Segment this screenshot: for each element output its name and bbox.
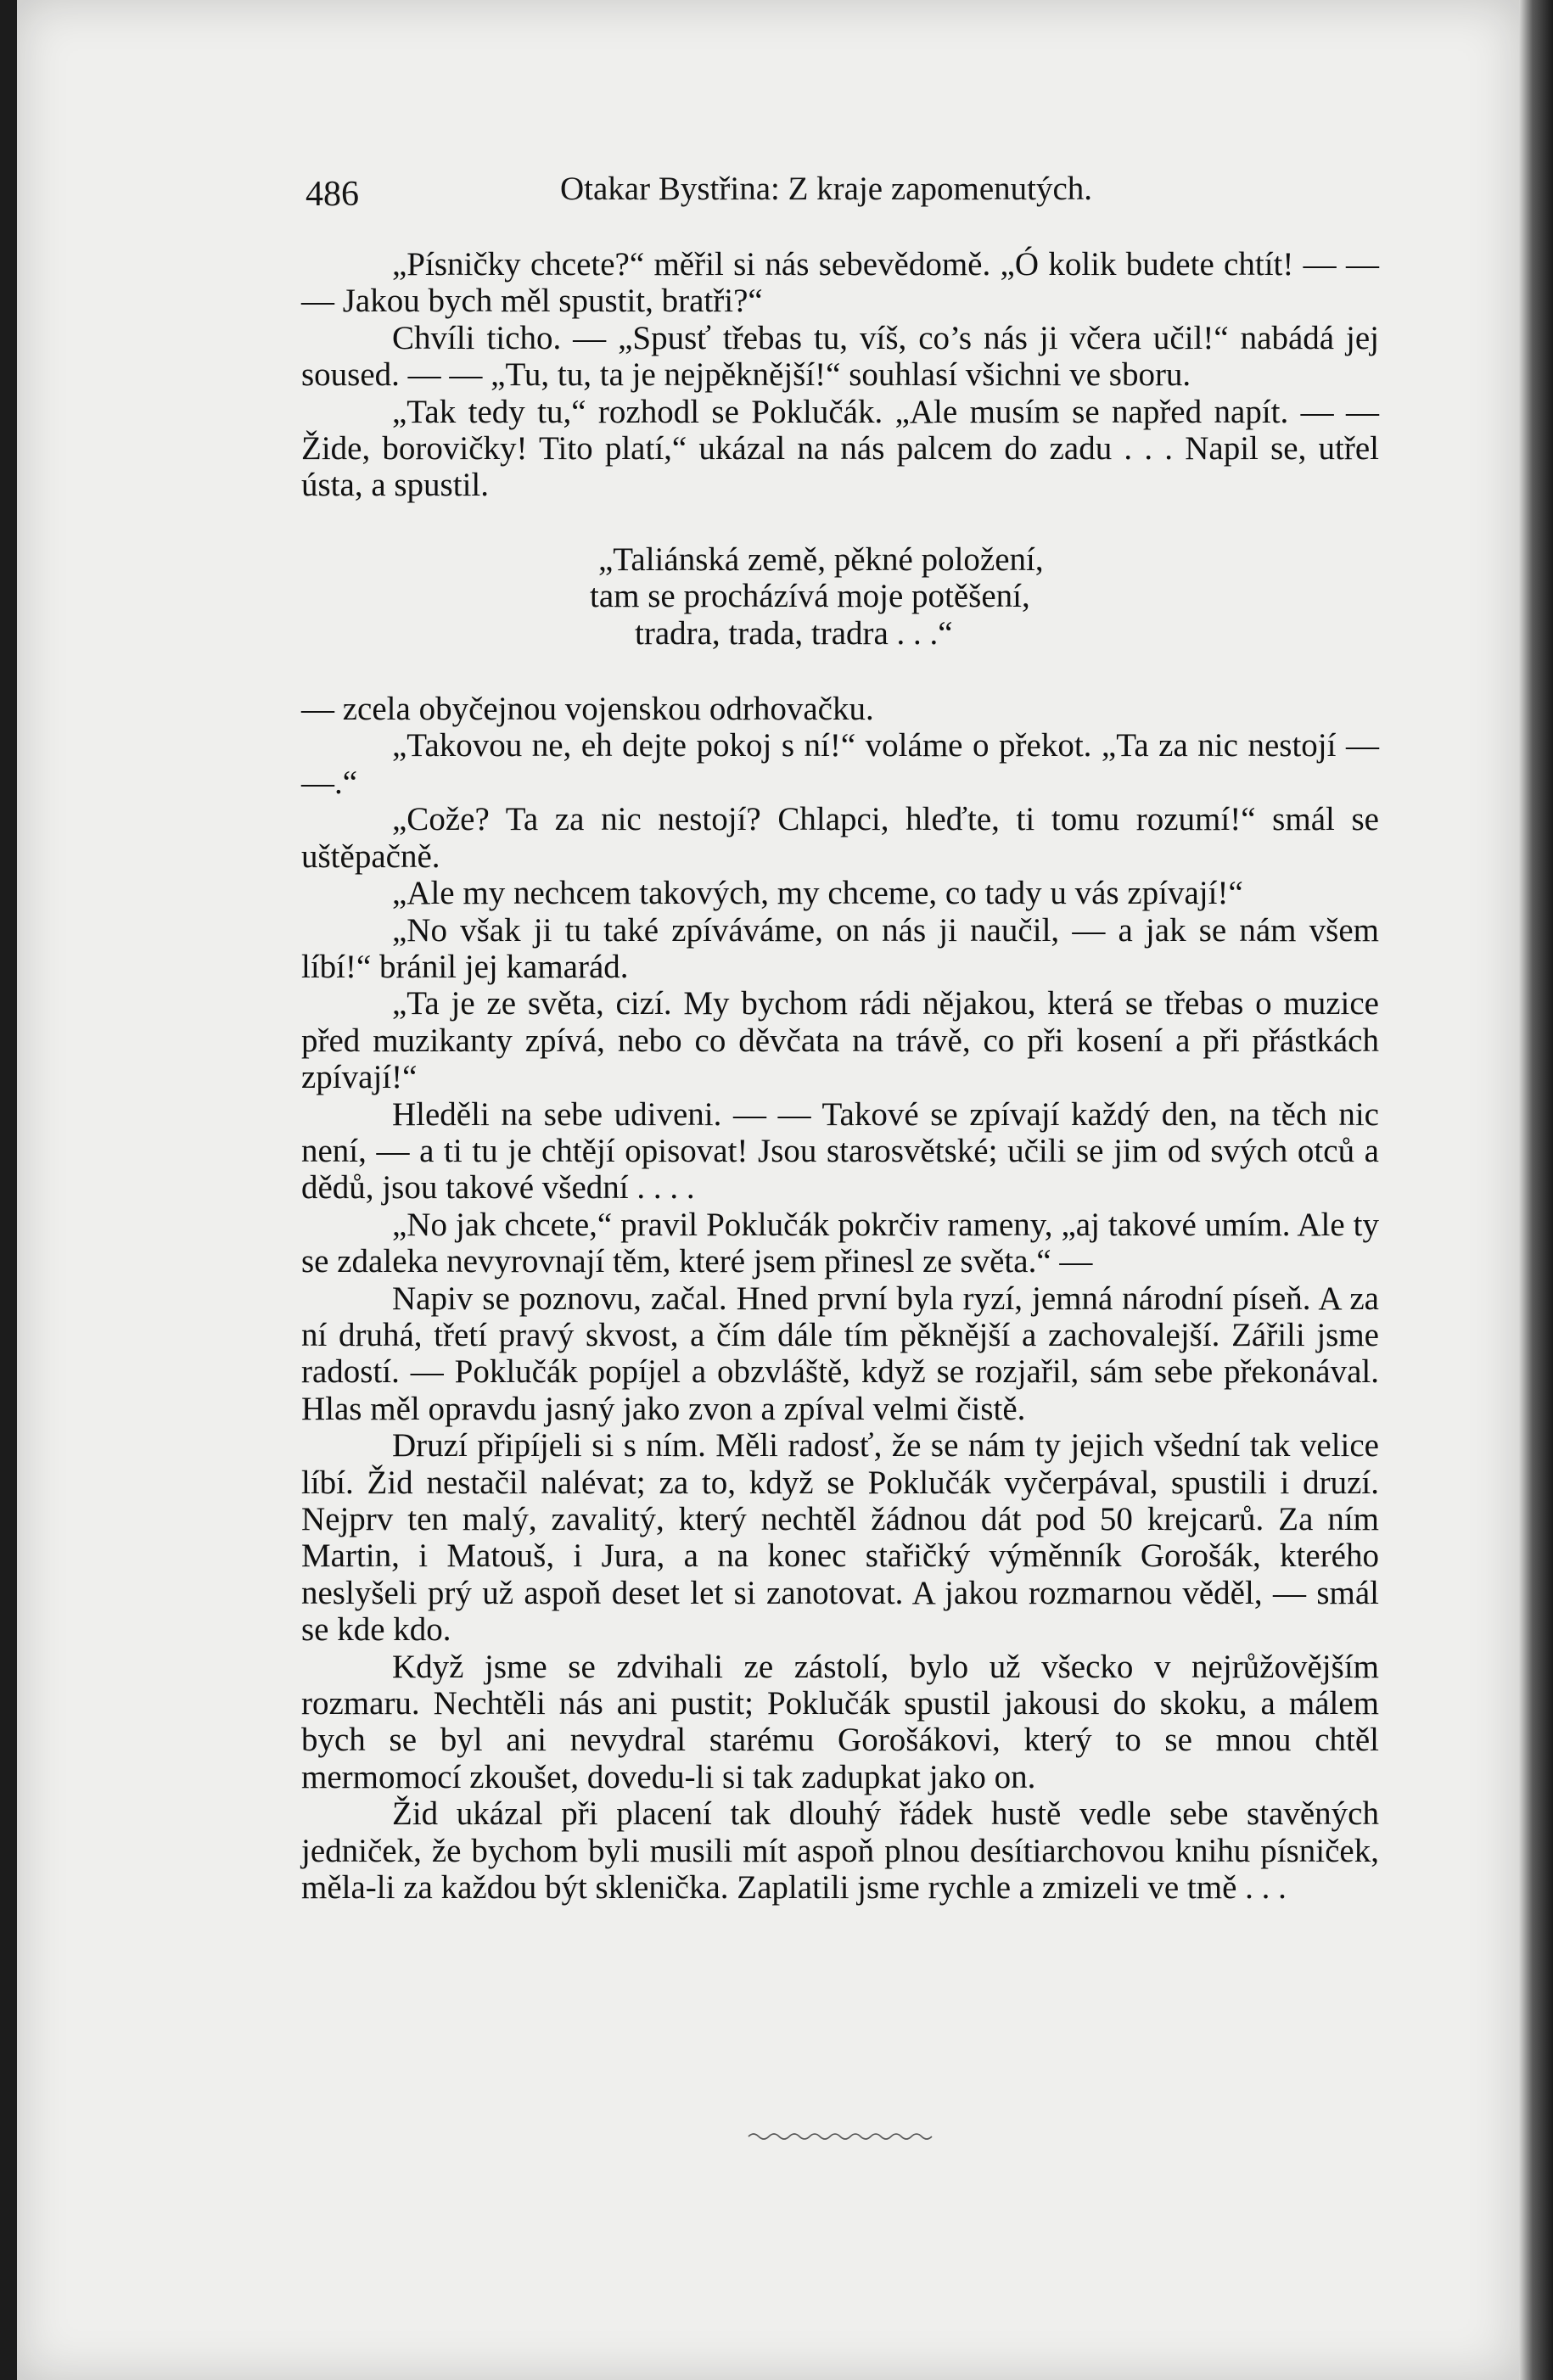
running-header [306,170,1383,221]
paragraph: „Cože? Ta za nic nestojí? Chlapci, hleďte, ti tomu rozumí!“ smál se uštěpačně. [301,801,1379,875]
paragraph: Chvíli ticho. — „Spusť třebas tu, víš, co’s nás ji včera učil!“ nabádá jej soused. — — „Tu, tu, ta je nejpěknější!“ souhlasí všichni ve sboru. [301,319,1379,394]
paragraph: „Ale my nechcem takových, my chceme, co tady u vás zpívají!“ [392,875,1243,912]
paragraph: Druzí připíjeli si s ním. Měli radosť, že se nám ty jejich všední tak velice líbí. Žid nestačil nalévat; za to, když se Poklučák vyčerpával, spustili i druzí. Nejprv ten malý, zavalitý, který nechtěl žádnou dát pod 50 krejcarů. Za ním Martin, i Matouš, i Jura, a na konec stařičký výměnník Gorošák, kterého neslyšeli prý už aspoň deset let si zanotovat. A jakou rozmarnou věděl, — smál se kde kdo. [301,1427,1379,1649]
paragraph: Žid ukázal při placení tak dlouhý řádek hustě vedle sebe stavěných jedniček, že bychom byli musili mít aspoň plnou desítiarchovou knihu písniček, měla-li za každou být sklenička. Zaplatili jsme rychle a zmizeli ve tmě . . . [301,1795,1379,1907]
scan-edge-left [0,0,17,2380]
page-number: 486 [306,175,359,214]
verse-line: tam se procházívá moje potěšení, [590,578,1030,615]
paragraph: Když jsme se zdvihali ze zástolí, bylo už všecko v nejrůžovějším rozmaru. Nechtěli nás ani pustit; Poklučák spustil jakousi do skoku, a málem bych se byl ani nevydral starému Gorošákovi, který to se mnou chtěl mermomocí zkoušet, dovedu-li si tak zadupkat jako on. [301,1648,1379,1795]
paragraph: Napiv se poznovu, začal. Hned první byla ryzí, jemná národní píseň. A za ní druhá, třetí pravý skvost, a čím dále tím pěknější a zachovalejší. Zářili jsme radostí. — Poklučák popíjel a obzvláště, když se rozjařil, sám sebe překonával. Hlas měl opravdu jasný jako zvon a zpíval velmi čistě. [301,1280,1379,1427]
paragraph: — zcela obyčejnou vojenskou odrhovačku. [301,691,874,728]
verse-line: „Taliánská země, pěkné položení, [598,540,1044,578]
end-ornament [747,2128,933,2145]
body-text [301,246,1379,1906]
paragraph: „Písničky chcete?“ měřil si nás sebevědomě. „Ó kolik budete chtít! — — — Jakou bych měl spustit, bratři?“ [301,246,1379,320]
paragraph: „No však ji tu také zpíváváme, on nás ji naučil, — a jak se nám všem líbí!“ bránil jej kamarád. [301,911,1379,985]
paragraph: „Ta je ze světa, cizí. My bychom rádi nějakou, která se třebas o muzice před muzikanty zpívá, nebo co děvčata na trávě, co při kosení a při přástkách zpívají!“ [301,985,1379,1096]
paragraph: „Tak tedy tu,“ rozhodl se Poklučák. „Ale musím se napřed napít. — — Žide, borovičky! Tito platí,“ ukázal na nás palcem do zadu . . . Napil se, utřel ústa, a spustil. [301,393,1379,504]
paragraph: „Takovou ne, eh dejte pokoj s ní!“ voláme o překot. „Ta za nic nestojí — —.“ [301,727,1379,801]
paragraph: „No jak chcete,“ pravil Poklučák pokrčiv rameny, „aj takové umím. Ale ty se zdaleka nevyrovnají těm, které jsem přinesl ze světa.“ — [301,1206,1379,1280]
verse-line: tradra, trada, tradra . . .“ [635,614,953,652]
paragraph: Hleděli na sebe udiveni. — — Takové se zpívají každý den, na těch nic není, — a ti tu je chtějí opisovat! Jsou starosvětské; učili se jim od svých otců a dědů, jsou takové všední . . . . [301,1095,1379,1207]
running-title: Otakar Bystřina: Z kraje zapomenutých. [560,171,1093,207]
scan-edge-right [1519,0,1553,2380]
song-verse [301,541,1379,652]
